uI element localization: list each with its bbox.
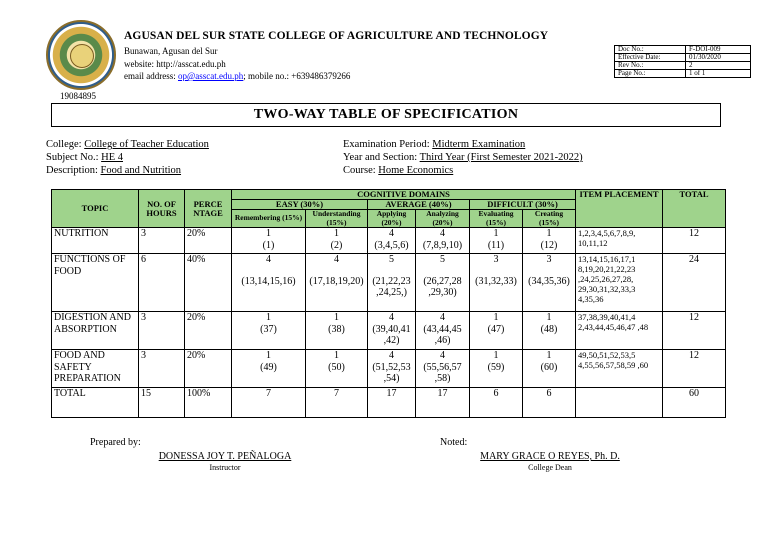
college-label: College: xyxy=(46,139,85,150)
college-seal-logo xyxy=(46,20,116,90)
percent-cell: 20% xyxy=(185,350,232,388)
evaluating-cell: 3 (31,32,33) xyxy=(470,254,523,312)
doc-info-row xyxy=(615,70,751,78)
topic-cell: DIGESTION AND ABSORPTION xyxy=(52,312,139,350)
total-understanding-cell: 7 xyxy=(306,388,368,418)
remembering-cell: 1 (1) xyxy=(232,228,306,254)
prepared-by-position: Instructor xyxy=(209,463,241,472)
exam-label: Examination Period: xyxy=(343,139,433,150)
evaluating-cell: 1 (47) xyxy=(470,312,523,350)
creating-cell: 1 (12) xyxy=(523,228,576,254)
item-placement-cell: 13,14,15,16,17,1 8,19,20,21,22,23 ,24,25,26,27,28, 29,30,31,32,33,3 4,35,36 xyxy=(576,254,663,312)
topic-cell: NUTRITION xyxy=(52,228,139,254)
subject-label: Subject No.: xyxy=(46,152,102,163)
understanding-cell: 1 (50) xyxy=(306,350,368,388)
remembering-cell: 1 (49) xyxy=(232,350,306,388)
item-placement-header: ITEM PLACEMENT xyxy=(576,190,663,228)
prepared-by-label: Prepared by: xyxy=(90,437,141,448)
analyzing-cell: 4 (55,56,57 ,58) xyxy=(416,350,470,388)
applying-cell: 4 (51,52,53 ,54) xyxy=(368,350,416,388)
percentage-header: PERCE NTAGE xyxy=(185,190,232,228)
table-row xyxy=(52,350,726,388)
cognitive-domains-header: COGNITIVE DOMAINS xyxy=(232,190,576,200)
noted-by-position: College Dean xyxy=(528,463,572,472)
difficult-header: DIFFICULT (30%) xyxy=(470,200,576,210)
creating-cell: 1 (60) xyxy=(523,350,576,388)
school-name: AGUSAN DEL SUR STATE COLLEGE OF AGRICULTURE AND TECHNOLOGY xyxy=(124,30,549,42)
remembering-cell: 1 (37) xyxy=(232,312,306,350)
header-row-1 xyxy=(52,190,726,200)
noted-by-name: MARY GRACE O REYES, Ph. D. xyxy=(480,451,620,462)
analyzing-cell: 5 (26,27,28 ,29,30) xyxy=(416,254,470,312)
description-label: Description: xyxy=(46,165,101,176)
total-cell: 12 xyxy=(663,350,726,388)
subject-line xyxy=(46,151,209,164)
hours-cell: 3 xyxy=(139,350,185,388)
doc-info-label: Rev No.: xyxy=(615,62,686,70)
applying-cell: 4 (3,4,5,6) xyxy=(368,228,416,254)
school-email-line xyxy=(124,70,350,83)
college-value: College of Teacher Education xyxy=(84,139,209,150)
year-value: Third Year (First Semester 2021-2022) xyxy=(419,152,583,163)
understanding-cell: 4 (17,18,19,20) xyxy=(306,254,368,312)
hours-cell: 6 xyxy=(139,254,185,312)
meta-left xyxy=(46,138,209,177)
evaluating-cell: 1 (11) xyxy=(470,228,523,254)
total-percent-cell: 100% xyxy=(185,388,232,418)
total-cell: 12 xyxy=(663,228,726,254)
seal-center xyxy=(70,44,94,68)
remembering-cell: 4 (13,14,15,16) xyxy=(232,254,306,312)
meta-right xyxy=(343,138,583,177)
email-label: email address: xyxy=(124,71,178,81)
item-placement-cell: 37,38,39,40,41,4 2,43,44,45,46,47 ,48 xyxy=(576,312,663,350)
understanding-header: Understanding (15%) xyxy=(306,210,368,228)
analyzing-cell: 4 (7,8,9,10) xyxy=(416,228,470,254)
total-items-cell xyxy=(576,388,663,418)
email-link[interactable]: op@asscat.edu.ph xyxy=(177,71,244,81)
topic-cell: FUNCTIONS OF FOOD xyxy=(52,254,139,312)
total-cell: 12 xyxy=(663,312,726,350)
school-website: website: http://asscat.edu.ph xyxy=(124,58,226,69)
understanding-cell: 1 (38) xyxy=(306,312,368,350)
doc-info-value: F-DOI-009 xyxy=(686,46,751,54)
evaluating-cell: 1 (59) xyxy=(470,350,523,388)
topic-cell: FOOD AND SAFETY PREPARATION xyxy=(52,350,139,388)
hours-cell: 3 xyxy=(139,312,185,350)
school-address: Bunawan, Agusan del Sur xyxy=(124,46,218,56)
applying-cell: 4 (39,40,41 ,42) xyxy=(368,312,416,350)
total-label-cell: TOTAL xyxy=(52,388,139,418)
prepared-by-block xyxy=(145,451,305,473)
doc-info-label: Doc No.: xyxy=(615,46,686,54)
total-hours-cell: 15 xyxy=(139,388,185,418)
total-applying-cell: 17 xyxy=(368,388,416,418)
total-cell: 24 xyxy=(663,254,726,312)
doc-info-label: Page No.: xyxy=(615,70,686,78)
analyzing-header: Analyzing (20%) xyxy=(416,210,470,228)
doc-info-value: 2 xyxy=(686,62,751,70)
table-row xyxy=(52,254,726,312)
doc-info-box xyxy=(614,45,751,78)
specification-table xyxy=(51,189,726,418)
course-label: Course: xyxy=(343,165,379,176)
topic-header: TOPIC xyxy=(52,190,139,228)
hours-header: NO. OF HOURS xyxy=(139,190,185,228)
table-total-row xyxy=(52,388,726,418)
document-title: TWO-WAY TABLE OF SPECIFICATION xyxy=(51,103,721,127)
creating-cell: 1 (48) xyxy=(523,312,576,350)
college-line xyxy=(46,138,209,151)
noted-by-label: Noted: xyxy=(440,437,468,448)
year-line xyxy=(343,151,583,164)
table-row xyxy=(52,228,726,254)
table-row xyxy=(52,312,726,350)
description-value: Food and Nutrition xyxy=(100,165,182,176)
exam-value: Midterm Examination xyxy=(432,139,526,150)
percent-cell: 40% xyxy=(185,254,232,312)
prepared-by-name: DONESSA JOY T. PEÑALOGA xyxy=(158,451,292,462)
item-placement-cell: 49,50,51,52,53,5 4,55,56,57,58,59 ,60 xyxy=(576,350,663,388)
mobile-number: ; mobile no.: +639486379266 xyxy=(243,71,351,81)
course-line xyxy=(343,164,583,177)
doc-info-value: 1 of 1 xyxy=(686,70,751,78)
remembering-header: Remembering (15%) xyxy=(232,210,306,228)
hours-cell: 3 xyxy=(139,228,185,254)
percent-cell: 20% xyxy=(185,312,232,350)
total-evaluating-cell: 6 xyxy=(470,388,523,418)
noted-by-block xyxy=(465,451,635,473)
school-contact xyxy=(124,45,350,83)
total-header: TOTAL xyxy=(663,190,726,228)
easy-header: EASY (30%) xyxy=(232,200,368,210)
doc-info-label: Effective Date: xyxy=(615,54,686,62)
item-placement-cell: 1,2,3,4,5,6,7,8,9, 10,11,12 xyxy=(576,228,663,254)
year-label: Year and Section: xyxy=(343,152,420,163)
applying-header: Applying (20%) xyxy=(368,210,416,228)
course-value: Home Economics xyxy=(378,165,454,176)
total-remembering-cell: 7 xyxy=(232,388,306,418)
total-analyzing-cell: 17 xyxy=(416,388,470,418)
doc-info-value: 01/30/2020 xyxy=(686,54,751,62)
description-line xyxy=(46,164,209,177)
document-id-number: 19084895 xyxy=(60,91,96,101)
subject-value: HE 4 xyxy=(101,152,123,163)
percent-cell: 20% xyxy=(185,228,232,254)
understanding-cell: 1 (2) xyxy=(306,228,368,254)
average-header: AVERAGE (40%) xyxy=(368,200,470,210)
creating-header: Creating (15%) xyxy=(523,210,576,228)
total-creating-cell: 6 xyxy=(523,388,576,418)
grand-total-cell: 60 xyxy=(663,388,726,418)
exam-line xyxy=(343,138,583,151)
creating-cell: 3 (34,35,36) xyxy=(523,254,576,312)
applying-cell: 5 (21,22,23 ,24,25,) xyxy=(368,254,416,312)
analyzing-cell: 4 (43,44,45 ,46) xyxy=(416,312,470,350)
evaluating-header: Evaluating (15%) xyxy=(470,210,523,228)
